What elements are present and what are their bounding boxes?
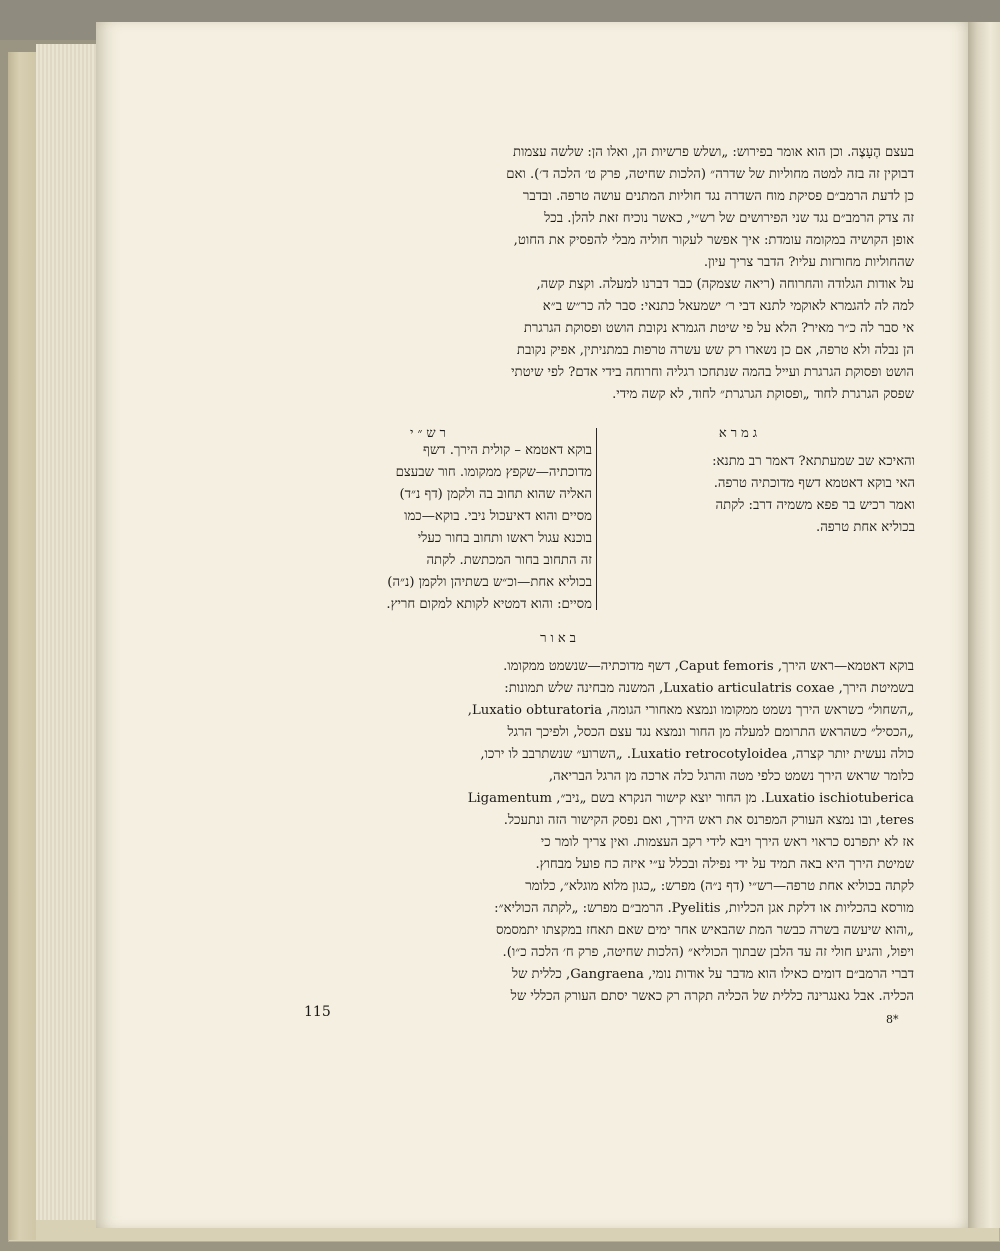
text-line: שפסק הגרגרת לחוד „ופסוקת הגרגרת״ לחוד, לא קשה מידי.: [612, 387, 914, 402]
biur-line: בשמיטת הירך, Luxatio articulatris coxae, המשנה מבחינה שלש תמונות:: [504, 681, 914, 696]
biur-line: Luxatio ischiotuberica. מן החור יוצא קישור הנקרא בשם „ניב״, Ligamentum: [467, 791, 914, 806]
text-line: בעצם הֶעָצֶה. וכן הוא אומר בפירוש: „ושלש פרשיות הן, ואלו הן: שלשה עצמות: [512, 145, 914, 160]
biur-line: „והוא שיעשה בשרה כבשר המת שהבאיש אחר ימים שאם תאחז במקצתו יתמסמס: [496, 923, 914, 938]
biur-line: בוקא דאטמא—ראש הירך, Caput femoris, דשף מדוכתיה—שנשמט ממקומו.: [503, 659, 914, 674]
rashi-line: מדוכתיה—שקפץ ממקומו. חור שבעצם: [395, 465, 592, 480]
rashi-line: מסיים והוא דאיעכול ניבי. בוקא—כמו: [404, 509, 592, 524]
rashi-line: מסיים: והוא דמטיא לקותא למקום חריץ.: [386, 597, 592, 612]
biur-line: „הכסיל״ כשהראש התרומם למעלה מן החור ונמצא נגד עצם הכסל, ולפיכך הרגל: [507, 725, 914, 740]
text-line: כן לדעת הרמב״ם פסיקת מוח השדרה נגד חוליות המתנים עושה טרפה. ובדבר: [522, 189, 914, 204]
text-line: על אודות הגלודה והחרוחה (ריאה שצמקה) כבר דברנו למעלה. וקצת קשה,: [536, 277, 914, 292]
biur-heading: באור: [540, 631, 580, 646]
biur-line: teres, ובו נמצא העורק המפרנס את ראש הירך, ואם נפסק הקישור הזה ונתעכל.: [503, 813, 914, 828]
column-divider: [596, 428, 597, 610]
facing-page-gutter: [968, 22, 1000, 1228]
biur-line: לקתה בכוליא אחת טרפה—רש״י (דף נ״ה) מפרש: „כגון מלוא מוגלא״, כלומר: [525, 879, 914, 894]
book-spine: [8, 52, 36, 1240]
text-line: למה לה להגמרא לאוקמי לתנא דבי ר׳ ישמעאל כתנאי: סבר לה כר״ש ב״א: [542, 299, 914, 314]
gemara-column: [600, 451, 915, 539]
biur-line: מורסא בהכליות או דלקת אגן הכליות, Pyelitis. הרמב״ם מפרש: „לקתה הכוליא״:: [494, 901, 914, 916]
rashi-line: בוכנא עגול ראשו ותחוב בחור כעלי: [417, 531, 592, 546]
gemara-line: בכוליא אחת טרפה.: [816, 520, 915, 535]
biur-line: אז לא יתפרנס כראוי ראש הירך ויבא לידי רקב העצמות. ואין צריך לומר כי: [540, 835, 914, 850]
text-line: אופן הקושיה במקומה עומדת: איך אפשר לעקור חוליה מבלי להפסיק את החוט,: [513, 233, 914, 248]
gemara-line: האי בוקא דאטמא דשף מדוכתיה טרפה.: [713, 476, 915, 491]
signature-mark: 8*: [886, 1013, 899, 1026]
text-line: הושט ופסוקת הגרגרת ועייל בהמה שנתחכו רגליה וחרוחה בידי אדם? לפי שיטתי: [511, 365, 914, 380]
biur-section: [302, 656, 914, 1008]
page-number: 115: [304, 1004, 331, 1020]
gemara-line: והאיכא שב שמעתתא? דאמר רב מתנא:: [712, 454, 915, 469]
rashi-line: בכוליא אחת—וכ״ש בשתיהן ולקמן (נ״ה): [387, 575, 592, 590]
rashi-line: האליה שהוא תחוב בה ולקמן (דף נ״ד): [399, 487, 592, 502]
biur-line: הכליה. אבל גאנגרינה כללית של הכליה תקרה רק כאשר יסתם העורק הכללי של: [510, 989, 914, 1004]
rashi-heading: רש״י: [410, 426, 450, 441]
top-paragraph: [302, 142, 914, 406]
text-line: דבוקין זה בזה למטה מחוליות של שדרה״ (הלכות שחיטה, פרק ט׳ הלכה ד׳). ואם: [506, 167, 914, 182]
rashi-line: זה התחוב בחור המכתשת. לקתה: [426, 553, 592, 568]
gemara-line: ואמר רכיש בר פפא משמיה דרב: לקתה: [715, 498, 915, 513]
biur-line: דברי הרמב״ם דומים כאילו הוא מדבר על אודות נומי, Gangraena, כללית של: [511, 967, 914, 982]
gemara-heading: גמרא: [718, 426, 762, 441]
biur-line: ויפול, והגיע חולי זה עד הלבן שבתוך הכוליא״ (הלכות שחיטה, פרק ח׳ הלכה כ״ו).: [502, 945, 914, 960]
biur-line: כלומר שראש הירך נשמט כלפי מטה והרגל כלה ארכה מן הרגל הבריאה,: [548, 769, 914, 784]
biur-line: „השחול״ כשראש הירך נשמט ממקומו ונמצא מאחורי הגומה, Luxatio obturatoria,: [467, 703, 914, 718]
rashi-line: בוקא דאטמא – קולית הירך. דשף: [422, 443, 592, 458]
text-line: הן נבלה ולא טרפה, אם כן נשארו רק שש עשרה טרפות במתניתין, אפיק נקובת: [516, 343, 914, 358]
biur-line: שמיטת הירך היא באה תמיד על ידי נפילה ובכלל ע״י איזה כח פועל מבחוץ.: [535, 857, 914, 872]
biur-line: כולה נעשית יותר קצרה, Luxatio retrocotyloidea. „השרוע״ שנשתרבב לו ירכו,: [480, 747, 914, 762]
text-line: שהחוליות מחורזות עליו? הדבר צריך עיון.: [703, 255, 914, 270]
text-line: זה צדק הרמב״ם נגד שני הפירושים של רש״י, כאשר נוכיח זאת להלן. בכל: [544, 211, 914, 226]
rashi-column: [302, 440, 592, 616]
text-line: אי סבר לה כ״ר מאיר? הלא על פי שיטת הגמרא נקובת הושט ופסוקת הגרגרת: [523, 321, 914, 336]
